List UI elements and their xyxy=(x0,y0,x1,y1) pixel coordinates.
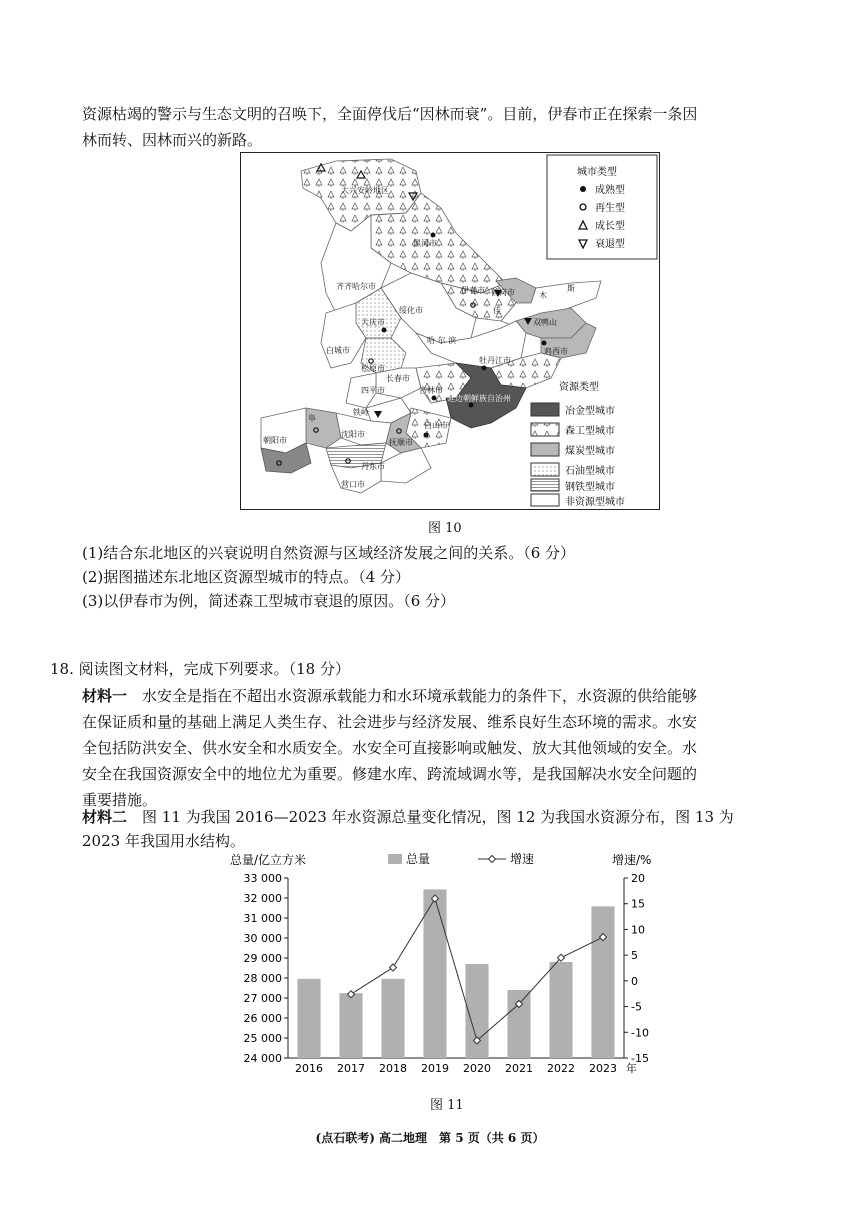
left-tick-label: 30 000 xyxy=(243,932,282,945)
label-shenyang: 沈阳市 xyxy=(341,430,365,439)
legend-forest: 森工型城市 xyxy=(565,426,615,437)
right-tick-label: -5 xyxy=(631,1000,642,1014)
right-tick-label: 20 xyxy=(631,872,645,885)
label-haerbin: 哈 尔 滨 xyxy=(427,336,457,345)
q18-m1-line-1 xyxy=(82,685,697,706)
x-tick-label: 2016 xyxy=(295,1062,323,1075)
bar-2019 xyxy=(423,889,446,1058)
legend-resource-title: 资源类型 xyxy=(559,382,599,393)
right-tick-label: 15 xyxy=(631,897,645,911)
legend-city-regen: 再生型 xyxy=(595,203,625,214)
label-hegang: 鹤岗市 xyxy=(491,288,515,297)
right-tick-label: 10 xyxy=(631,923,645,937)
legend-bar-label: 总量 xyxy=(406,852,431,866)
label-songyuan: 松原市 xyxy=(361,364,385,373)
left-axis-title: 总量/亿立方米 xyxy=(230,853,307,867)
label-dandong: 丹东市 xyxy=(361,462,385,471)
bar-2017 xyxy=(339,993,362,1058)
legend-city-decline: 衰退型 xyxy=(595,239,625,250)
label-jia: 佳 xyxy=(493,306,501,315)
bar-2022 xyxy=(549,962,572,1058)
q18-m2-line-1 xyxy=(82,806,734,827)
legend-metal: 冶金型城市 xyxy=(565,406,615,417)
legend-bar-swatch xyxy=(388,854,402,864)
label-jixi: 鸡西市 xyxy=(544,347,568,356)
material-two-label: 材料二 xyxy=(82,808,128,826)
legend-line-label: 增速 xyxy=(510,852,535,866)
region-dandong xyxy=(381,448,431,483)
label-siping: 四平市 xyxy=(361,386,385,395)
intro-line-1: 资源枯竭的警示与生态文明的召唤下，全面停伐后“因林而衰”。目前，伊春市正在探索一条因 xyxy=(82,105,698,123)
bar-2016 xyxy=(297,979,320,1058)
left-tick-label: 32 000 xyxy=(243,892,282,905)
northeast-map xyxy=(240,152,660,510)
legend-steel: 钢铁型城市 xyxy=(565,482,615,493)
q18-heading: 18. 阅读图文材料，完成下列要求。（18 分） xyxy=(50,660,350,678)
label-jilin: 吉林市 xyxy=(419,386,443,395)
q17-sub-1: (1)结合东北地区的兴衰说明自然资源与区域经济发展之间的关系。（6 分） xyxy=(82,544,576,562)
x-tick-label: 2019 xyxy=(421,1062,449,1075)
x-tick-label: 2017 xyxy=(337,1062,365,1075)
label-daqing: 大庆市 xyxy=(361,318,385,327)
chart-caption: 图 11 xyxy=(430,1098,464,1113)
q18-m1-line-4: 安全在我国资源安全中的地位尤为重要。修建水库、跨流域调水等，是我国解决水安全问题的 xyxy=(82,765,698,783)
x-tick-label: 2021 xyxy=(505,1062,533,1075)
marker-heihe xyxy=(431,233,436,238)
label-shuangyashan: 双鸭山 xyxy=(533,318,557,327)
bar-2018 xyxy=(381,979,404,1058)
map-caption: 图 10 xyxy=(428,521,462,536)
label-heihe: 黑河市 xyxy=(413,239,437,248)
label-changchun: 长春市 xyxy=(386,374,410,383)
label-chaoyang: 朝阳市 xyxy=(263,436,287,445)
material-one-text-1: 水安全是指在不超出水资源承载能力和水环境承载能力的条件下，水资源的供给能够 xyxy=(127,687,698,705)
x-tick-label: 2023 xyxy=(589,1062,617,1075)
left-tick-label: 27 000 xyxy=(243,992,282,1005)
growth-point-2018 xyxy=(390,964,397,971)
right-tick-label: -10 xyxy=(631,1026,649,1040)
bar-2023 xyxy=(591,906,614,1058)
q18-m2-line-2: 2023 年我国用水结构。 xyxy=(82,832,245,850)
label-daxinganling: 大兴安岭地区 xyxy=(341,186,389,195)
q18-m1-line-2: 在保证质和量的基础上满足人类生存、社会进步与经济发展、维系良好生态环境的需求。水安 xyxy=(82,713,698,731)
label-suihua: 绥化市 xyxy=(399,306,423,315)
label-yanbian: 延边朝鲜族自治州 xyxy=(447,394,511,403)
q17-sub-2: (2)据图描述东北地区资源型城市的特点。（4 分） xyxy=(82,568,411,586)
legend-city-growth: 成长型 xyxy=(595,221,625,232)
legend-city-type xyxy=(547,155,657,259)
q17-sub-3: (3)以伊春市为例，简述森工型城市衰退的原因。（6 分） xyxy=(82,592,456,610)
marker-daqing xyxy=(382,328,387,333)
left-tick-label: 31 000 xyxy=(243,912,282,925)
left-tick-label: 33 000 xyxy=(243,872,282,885)
label-fushun: 抚顺市 xyxy=(389,438,413,447)
right-axis-title: 增速/% xyxy=(612,853,652,867)
legend-nonresource: 非资源型城市 xyxy=(565,497,625,508)
map-svg xyxy=(241,153,659,509)
label-si: 斯 xyxy=(567,284,575,293)
left-tick-label: 29 000 xyxy=(243,952,282,965)
label-fuxin: 阜 xyxy=(308,414,316,423)
legend-line-marker xyxy=(489,856,496,863)
water-resource-chart xyxy=(200,842,660,1082)
q18-m1-line-5: 重要措施。 xyxy=(82,791,158,809)
left-tick-label: 28 000 xyxy=(243,972,282,985)
marker-mudanjiang xyxy=(482,366,487,371)
label-yingkou: 营口市 xyxy=(341,480,365,489)
right-tick-label: 5 xyxy=(631,949,638,963)
legend-city-mature: 成熟型 xyxy=(595,185,625,196)
page-footer: (点石联考) 高二地理 第 5 页（共 6 页） xyxy=(315,1131,545,1145)
intro-line-2: 林而转、因林而兴的新路。 xyxy=(82,131,263,149)
label-tieling: 铁岭 xyxy=(353,408,369,417)
label-jiamusi: 木 xyxy=(539,291,547,300)
right-tick-label: 0 xyxy=(631,974,638,988)
material-two-text-1: 图 11 为我国 2016—2023 年水资源总量变化情况，图 12 为我国水资源分布，图 13 为 xyxy=(127,808,734,826)
label-baicheng: 白城市 xyxy=(326,346,350,355)
x-tick-label: 2020 xyxy=(463,1062,491,1075)
chart-svg xyxy=(200,842,660,1082)
q18-m1-line-3: 全包括防洪安全、供水安全和水质安全。水安全可直接影响或触发、放大其他领域的安全。水 xyxy=(82,739,698,757)
marker-jilin xyxy=(432,396,437,401)
x-axis-unit: 年 xyxy=(626,1062,637,1075)
left-tick-label: 26 000 xyxy=(243,1012,282,1025)
label-baishan: 白山市 xyxy=(424,421,448,430)
left-tick-label: 24 000 xyxy=(243,1052,282,1065)
label-mudanjiang: 牡丹江市 xyxy=(479,356,511,365)
legend-city-title: 城市类型 xyxy=(577,167,617,178)
x-tick-label: 2018 xyxy=(379,1062,407,1075)
legend-resource-type xyxy=(531,380,625,508)
marker-baishan xyxy=(424,433,429,438)
right-tick-label: -15 xyxy=(631,1052,649,1065)
legend-coal: 煤炭型城市 xyxy=(565,446,615,457)
label-yichun: 伊春市 xyxy=(461,286,485,295)
legend-oil: 石油型城市 xyxy=(565,466,615,477)
marker-yanbian xyxy=(469,403,474,408)
x-tick-label: 2022 xyxy=(547,1062,575,1075)
marker-jixi xyxy=(542,341,547,346)
label-qiqihaer: 齐齐哈尔市 xyxy=(336,282,376,291)
material-one-label: 材料一 xyxy=(82,687,128,705)
left-tick-label: 25 000 xyxy=(243,1032,282,1045)
